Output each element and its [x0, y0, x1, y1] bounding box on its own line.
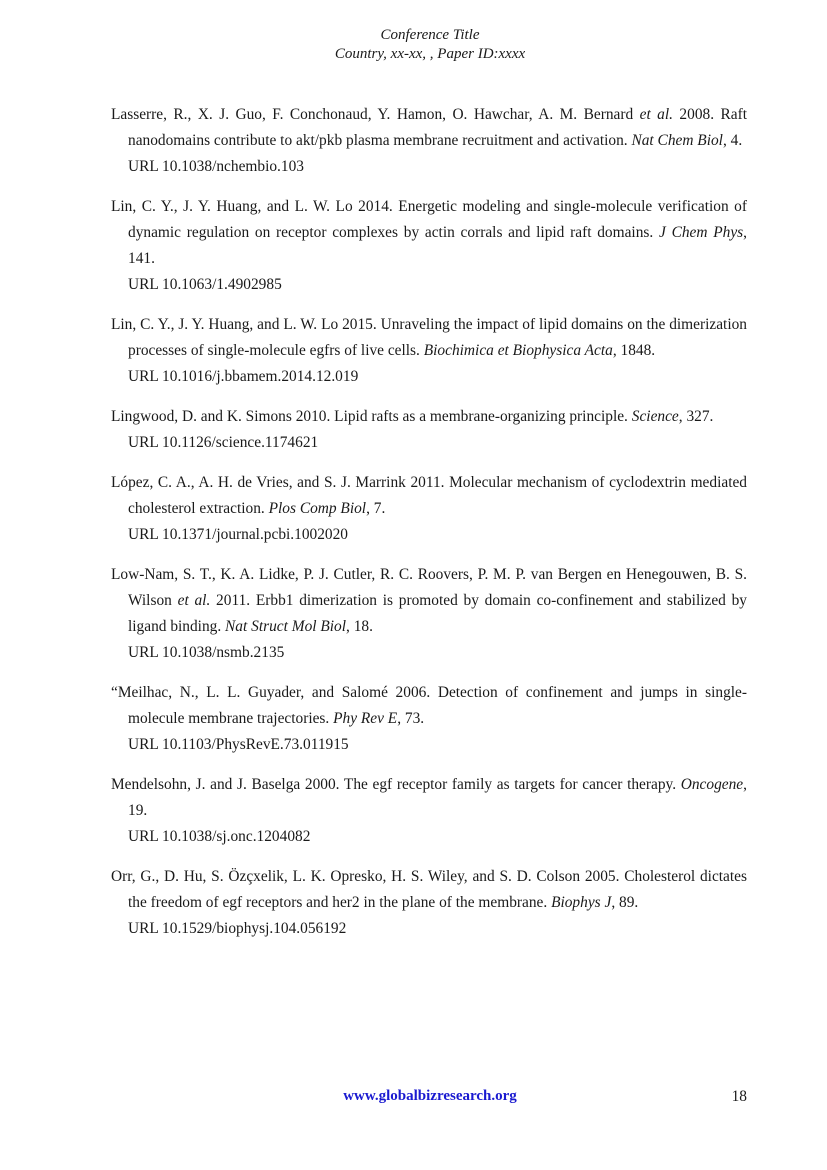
reference-item — [111, 102, 747, 180]
reference-item — [111, 312, 747, 390]
reference-journal: Plos Comp Biol — [268, 500, 367, 517]
reference-volume: , 141. — [128, 224, 747, 267]
reference-journal: Oncogene — [680, 776, 744, 793]
reference-journal: Science — [631, 408, 679, 425]
reference-url[interactable]: URL 10.1038/nchembio.103 — [128, 158, 304, 175]
reference-item — [111, 470, 747, 548]
reference-volume: , 19. — [128, 776, 747, 819]
reference-url[interactable]: URL 10.1126/science.1174621 — [128, 434, 319, 451]
reference-volume: , 327. — [678, 408, 714, 425]
reference-volume: , 4. — [722, 132, 743, 149]
reference-url[interactable]: URL 10.1529/biophysj.104.056192 — [128, 920, 347, 937]
reference-item — [111, 404, 747, 456]
reference-volume: , 1848. — [612, 342, 656, 359]
et-al: et al. — [639, 106, 673, 123]
reference-url[interactable]: URL 10.1038/nsmb.2135 — [128, 644, 285, 661]
reference-authors-title: Lasserre, R., X. J. Guo, F. Conchonaud, Y. Hamon, O. Hawchar, A. M. Bernard — [111, 106, 640, 123]
reference-volume: , 89. — [611, 894, 639, 911]
reference-item — [111, 864, 747, 942]
reference-journal: Nat Struct Mol Biol — [225, 618, 347, 635]
reference-item — [111, 562, 747, 666]
reference-volume: , 7. — [366, 500, 386, 517]
running-header — [0, 26, 827, 64]
reference-journal: Biophys J — [551, 894, 612, 911]
reference-volume: , 73. — [397, 710, 425, 727]
reference-url[interactable]: URL 10.1016/j.bbamem.2014.12.019 — [128, 368, 359, 385]
reference-authors-title: Lin, C. Y., J. Y. Huang, and L. W. Lo 2014. Energetic modeling and single-molecule verification of dynamic regulation on receptor complexes by actin corrals and lipid raft domains. — [111, 198, 747, 241]
reference-journal: Nat Chem Biol — [631, 132, 723, 149]
reference-journal: Phy Rev E — [333, 710, 398, 727]
reference-item — [111, 680, 747, 758]
reference-volume: , 18. — [346, 618, 373, 635]
reference-authors-title: “Meilhac, N., L. L. Guyader, and Salomé 2006. Detection of confinement and jumps in single-molecule membrane trajectories. — [111, 684, 747, 727]
reference-url[interactable]: URL 10.1103/PhysRevE.73.011915 — [128, 736, 349, 753]
conference-details: Country, xx-xx, , Paper ID:xxxx — [334, 46, 526, 62]
reference-authors-title: Lingwood, D. and K. Simons 2010. Lipid rafts as a membrane-organizing principle. — [111, 408, 632, 425]
reference-list — [111, 102, 747, 942]
reference-item — [111, 194, 747, 298]
reference-url[interactable]: URL 10.1371/journal.pcbi.1002020 — [128, 526, 349, 543]
reference-item — [111, 772, 747, 850]
et-al: et al. — [177, 592, 211, 609]
reference-journal: J Chem Phys — [658, 224, 744, 241]
conference-title: Conference Title — [380, 27, 480, 43]
reference-title: 2011. Erbb1 dimerization is promoted by domain co-confinement and stabilized by ligand binding. — [128, 592, 747, 635]
reference-authors-title: Low-Nam, S. T., K. A. Lidke, P. J. Cutler, R. C. Roovers, P. M. P. van Bergen en Henegouwen, B. S. Wilson — [111, 566, 747, 609]
reference-authors-title: Lin, C. Y., J. Y. Huang, and L. W. Lo 2015. Unraveling the impact of lipid domains on the dimerization processes of single-molecule egfrs of live cells. — [111, 316, 747, 359]
reference-url[interactable]: URL 10.1038/sj.onc.1204082 — [128, 828, 311, 845]
footer-website-link[interactable]: www.globalbizresearch.org — [343, 1088, 517, 1104]
reference-authors-title: López, C. A., A. H. de Vries, and S. J. Marrink 2011. Molecular mechanism of cyclodextrin mediated cholesterol extraction. — [111, 474, 747, 517]
reference-authors-title: Orr, G., D. Hu, S. Özçxelik, L. K. Opresko, H. S. Wiley, and S. D. Colson 2005. Cholesterol dictates the freedom of egf receptors and her2 in the plane of the membrane. — [111, 868, 747, 911]
page-number: 18 — [731, 1088, 747, 1105]
reference-journal: Biochimica et Biophysica Acta — [423, 342, 613, 359]
reference-url[interactable]: URL 10.1063/1.4902985 — [128, 276, 282, 293]
reference-title: 2008. Raft nanodomains contribute to akt/pkb plasma membrane recruitment and activation. — [128, 106, 747, 149]
reference-authors-title: Mendelsohn, J. and J. Baselga 2000. The egf receptor family as targets for cancer therapy. — [111, 776, 681, 793]
